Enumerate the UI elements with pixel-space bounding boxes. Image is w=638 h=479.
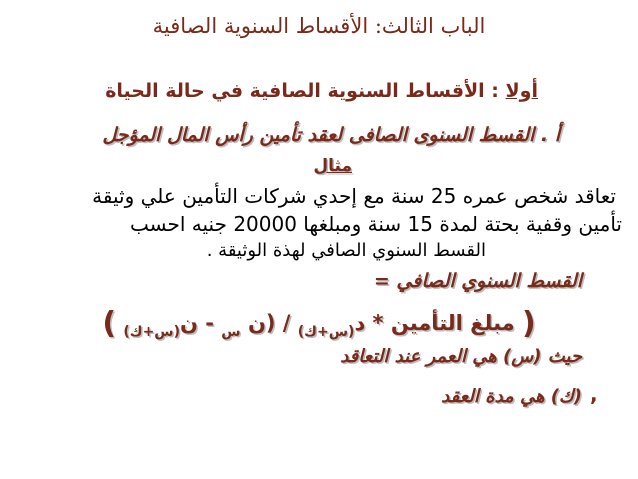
section-heading xyxy=(105,80,538,102)
formula-sub-s: س xyxy=(221,324,241,340)
trailing-comma: , xyxy=(590,382,598,406)
formula-paren-n: (ن xyxy=(247,311,276,335)
page-title: الباب الثالث: الأقساط السنوية الصافية xyxy=(152,14,486,38)
formula-sub1: (س+ك) xyxy=(297,324,355,340)
subsection-heading: أ . القسط السنوى الصافى لعقد تأمين رأس المال المؤجل xyxy=(102,124,560,146)
body-line-3: القسط السنوي الصافي لهذة الوثيقة . xyxy=(206,240,486,261)
formula-close-paren: ) xyxy=(102,306,117,341)
formula-open-paren: ( xyxy=(521,306,536,341)
formula-term1: مبلغ التأمين * د xyxy=(354,311,515,335)
body-line-2: تأمين وقفية بحتة لمدة 15 سنة ومبلغها 20000 جنيه احسب xyxy=(130,212,622,236)
formula xyxy=(0,306,638,341)
body-line-1: تعاقد شخص عمره 25 سنة مع إحدي شركات التأمين علي وثيقة xyxy=(92,184,616,208)
example-label: مثال xyxy=(313,156,352,176)
formula-sub2: (س+ك) xyxy=(123,324,181,340)
formula-slash: / xyxy=(282,311,291,335)
where-line-1: حيث (س) هي العمر عند التعاقد xyxy=(340,346,582,367)
section-heading-prefix: أولا xyxy=(505,80,538,102)
where-line-2: (ك) هي مدة العقد xyxy=(441,386,582,407)
formula-label: القسط السنوي الصافي = xyxy=(373,270,582,292)
formula-minus-n: - ن xyxy=(180,311,214,335)
section-heading-rest: : الأقساط السنوية الصافية في حالة الحياة xyxy=(105,80,506,102)
